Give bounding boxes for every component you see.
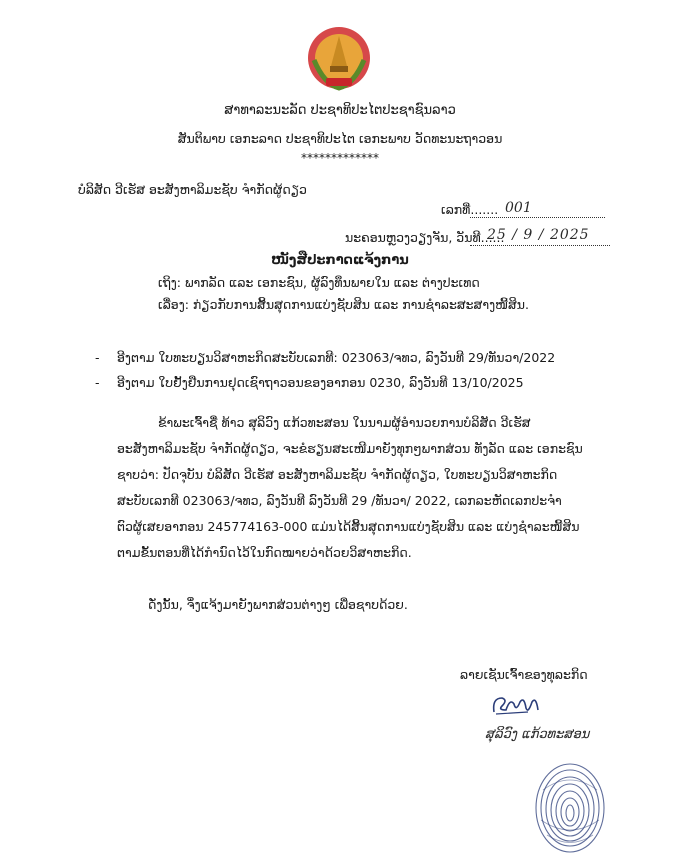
stars-divider: ************* (301, 151, 379, 165)
reference-bullet: - (95, 350, 100, 365)
body-line: ຕົວຜູ້ເສຍອາກອນ 245774163-000 ແມ່ນໄດ້ສິ້ນສຸດການແບ່ງຊັບສິນ ແລະ ແບ່ງຊຳລະໜີ້ສິນ (117, 519, 580, 534)
body-line: ຕາມຂັ້ນຕອນທີ່ໄດ້ກຳນົດໄວ້ໃນກົດໝາຍວ່າດ້ວຍວິສາຫະກິດ. (117, 545, 412, 560)
subject-line: ເລື່ອງ: ກ່ຽວກັບການສິ້ນສຸດການແບ່ງຊັບສິນ ແລະ ການຊຳລະສະສາງໜີ້ສິນ. (158, 297, 529, 312)
body-line: ຂ້າພະເຈົ້າຊື່ ທ້າວ ສຸລິວົງ ແກ້ວທະສອນ ໃນນາມຜູ້ອຳນວຍການບໍລິສັດ ວີເຮັສ (158, 415, 531, 430)
country-header: ສາທາລະນະລັດ ປະຊາທິປະໄຕປະຊາຊົນລາວ (224, 103, 456, 118)
date-label: ນະຄອນຫຼວງວຽງຈັນ, ວັນທີ...... (345, 230, 505, 245)
body-line: ຊາບວ່າ: ປັດຈຸບັນ ບໍລິສັດ ວີເຮັສ ອະສັງຫາລິມະຊັບ ຈຳກັດຜູ້ດຽວ, ໃບທະບຽນວິສາຫະກິດ (117, 467, 558, 482)
body-line: ອະສັງຫາລິມະຊັບ ຈຳກັດຜູ້ດຽວ, ຈະຂໍຮຽນສະເໜີມາຍັງທຸກໆພາກສ່ວນ ທັງລັດ ແລະ ເອກະຊົນ (117, 441, 583, 456)
signer-name: ສຸລິວົງ ແກ້ວທະສອນ (485, 727, 590, 742)
fingerprint-image (533, 760, 608, 855)
closing-line: ດັ່ງນັ້ນ, ຈຶ່ງແຈ້ງມາຍັງພາກສ່ວນຕ່າງໆ ເພື່ອຊາບດ້ວຍ. (148, 597, 408, 612)
addressee-line: ເຖິງ: ພາກລັດ ແລະ ເອກະຊົນ, ຜູ້ລົງທຶນພາຍໃນ ແລະ ຕ່າງປະເທດ (158, 275, 480, 290)
reference-item: ອີງຕາມ ໃບທະບຽນວິສາຫະກິດສະບັບເລກທີ: 023063/ຈທວ, ລົງວັນທີ 29/ທັນວາ/2022 (117, 350, 556, 365)
reference-bullet: - (95, 375, 100, 390)
national-emblem (304, 22, 374, 94)
body-line: ສະບັບເລກທີ 023063/ຈທວ, ລົງວັນທີ ລົງວັນທີ 29 /ທັນວາ/ 2022, ເລກລະຫັດເລກປະຈຳ (117, 493, 562, 508)
document-title: ໜັງສືປະກາດແຈ້ງການ (271, 253, 409, 268)
handwritten-signature (488, 690, 548, 720)
motto-line: ສັນຕິພາບ ເອກະລາດ ປະຊາທິປະໄຕ ເອກະພາບ ວັດທະນະຖາວອນ (177, 131, 503, 146)
number-dotline (470, 217, 605, 218)
reference-item: ອີງຕາມ ໃບຢັ້ງຢືນການຢຸດເຊົາຖາວອນຂອງອາກອນ 0230, ລົງວັນທີ 13/10/2025 (117, 375, 524, 390)
date-value: 25 / 9 / 2025 (487, 227, 590, 243)
date-line (345, 230, 504, 245)
date-dotline (470, 245, 610, 246)
company-name: ບໍລິສັດ ວີເຮັສ ອະສັງຫາລິມະຊັບ ຈຳກັດຜູ້ດຽວ (78, 182, 307, 197)
number-value: 001 (505, 200, 532, 216)
number-label: ເລກທີ່....... (441, 202, 499, 217)
signature-title: ລາຍເຊັນເຈົ້າຂອງທຸລະກິດ (460, 667, 588, 682)
